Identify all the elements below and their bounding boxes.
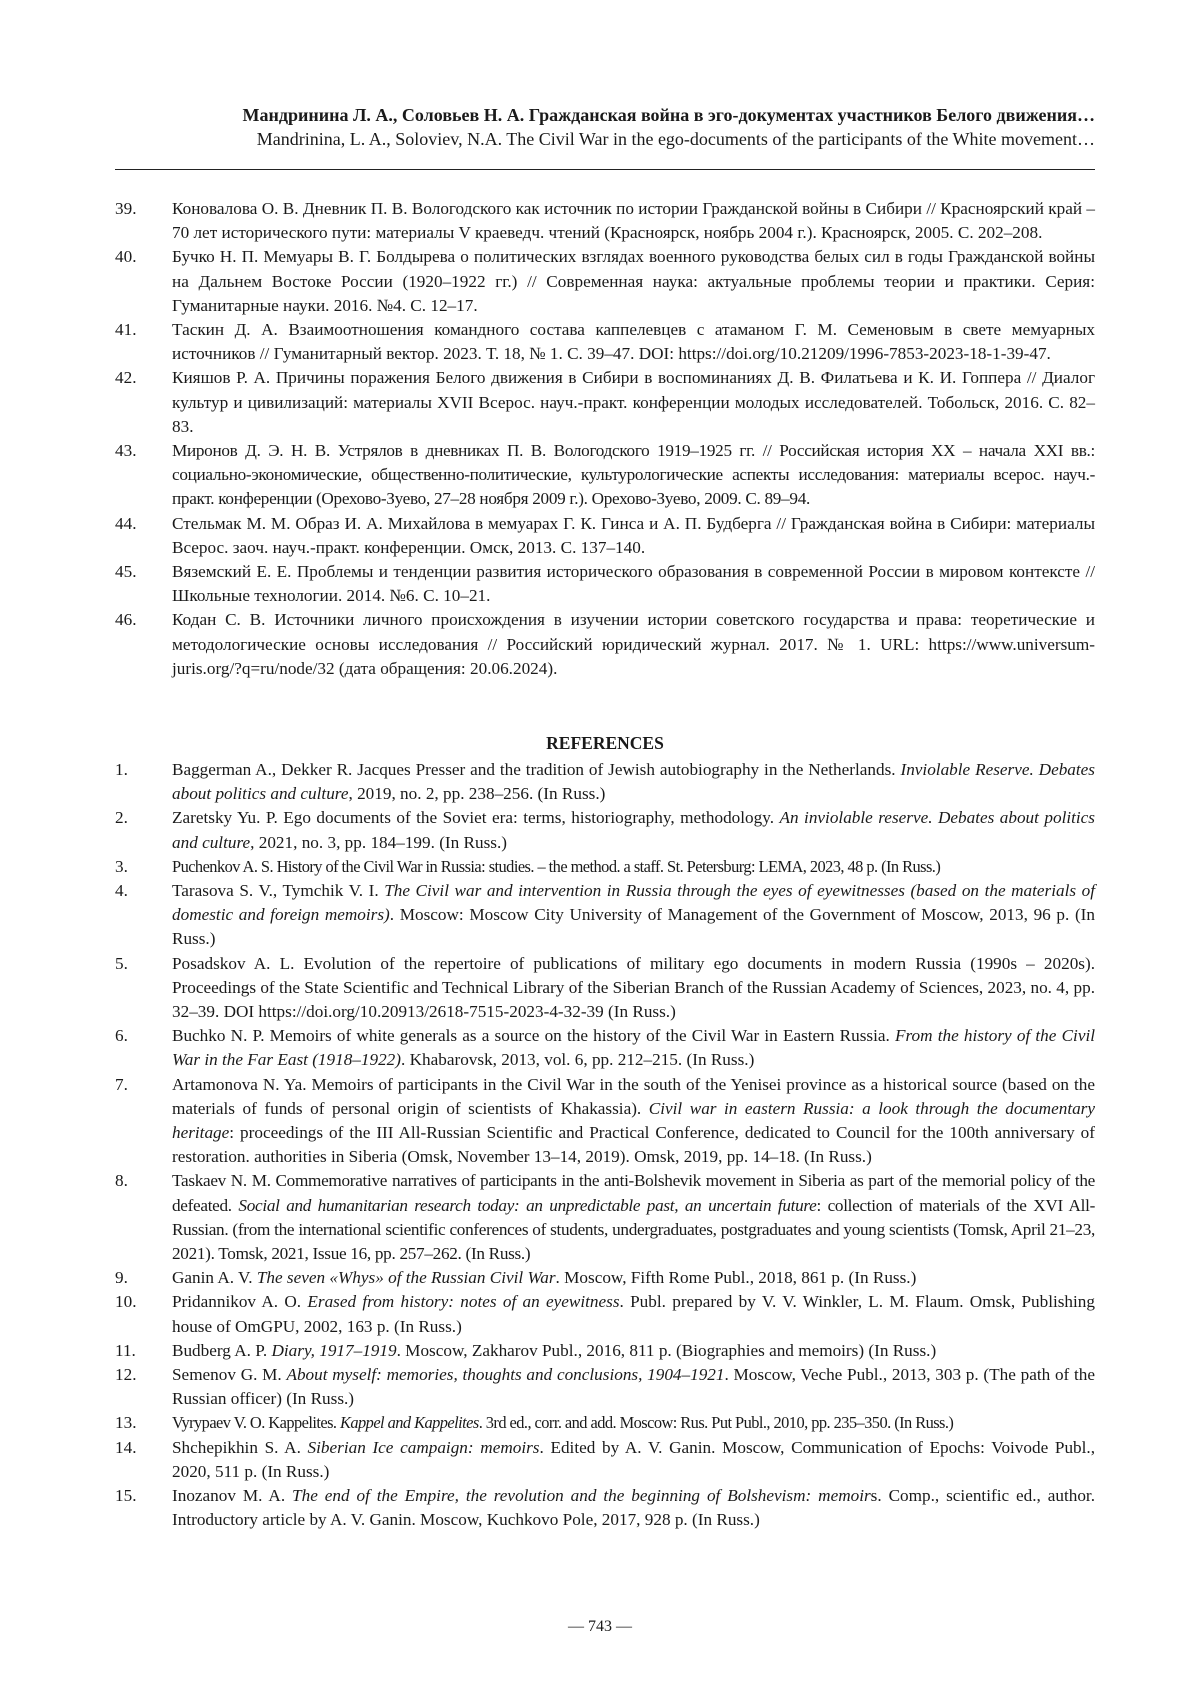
reference-plain: Pridannikov A. O. <box>172 1292 307 1311</box>
reference-plain: Shchepikhin S. A. <box>172 1438 308 1457</box>
reference-item <box>115 1339 1095 1363</box>
reference-plain: Buchko N. P. Memoirs of white generals as a source on the history of the Civil War in Eastern Russia. <box>172 1026 895 1045</box>
reference-item <box>115 512 1095 560</box>
reference-text <box>172 855 1095 879</box>
running-head <box>115 103 1095 151</box>
reference-text <box>172 1290 1095 1338</box>
reference-text: Миронов Д. Э. Н. В. Устрялов в дневниках П. В. Вологодского 1919–1925 гг. // Российская история ХХ – начала XXI вв.: социально-экономические, общественно-политические, культурологические аспекты исследования: материалы всерос. науч.-практ. конференции (Орехово-Зуево, 27–28 ноября 2009 г.). Орехово-Зуево, 2009. С. 89–94. <box>172 439 1095 512</box>
reference-item <box>115 560 1095 608</box>
reference-plain-tail: , 2019, no. 2, pp. 238–256. (In Russ.) <box>348 784 605 803</box>
reference-item <box>115 318 1095 366</box>
reference-plain-tail: . Moscow, Fifth Rome Publ., 2018, 861 p. (In Russ.) <box>556 1268 917 1287</box>
reference-plain: Semenov G. M. <box>172 1365 286 1384</box>
reference-number: 41. <box>115 318 172 342</box>
reference-text: Кодан С. В. Источники личного происхождения в изучении истории советского государства и права: теоретические и методологические основы исследования // Российский юридический журнал. 2017. № 1. URL: https://www.universum-juris.org/?q=ru/node/32 (дата обращения: 20.06.2024). <box>172 608 1095 681</box>
reference-text <box>172 1363 1095 1411</box>
reference-italic: The Civil war and intervention in Russia through the eyes of eyewitnesses (based on the materials of domestic and foreign memoirs) <box>172 881 1095 924</box>
reference-italic: The seven «Whys» of the Russian Civil War <box>257 1268 556 1287</box>
reference-text <box>172 806 1095 854</box>
reference-text <box>172 879 1095 952</box>
reference-item <box>115 1024 1095 1072</box>
reference-number: 6. <box>115 1024 172 1048</box>
reference-italic: About myself: memories, thoughts and conclusions, 1904–1921 <box>286 1365 724 1384</box>
reference-plain-tail: s. Comp., scientific ed., author. Introductory article by A. V. Ganin. Moscow, Kuchkovo Pole, 2017, 928 p. (In Russ.) <box>172 1486 1095 1529</box>
reference-plain: Artamonova N. Ya. Memoirs of participants in the Civil War in the south of the Yenisei province as a historical source (based on the materials of funds of personal origin of scientists of Khakassia). <box>172 1075 1095 1118</box>
reference-text <box>172 1266 1095 1290</box>
reference-plain-tail: , 2021, no. 3, pp. 184–199. (In Russ.) <box>250 833 507 852</box>
reference-number: 14. <box>115 1436 172 1460</box>
reference-text <box>172 1411 1095 1435</box>
reference-text: Таскин Д. А. Взаимоотношения командного состава каппелевцев с атаманом Г. М. Семеновым в свете мемуарных источников // Гуманитарный вектор. 2023. Т. 18, № 1. С. 39–47. DOI: https://doi.org/10.21209/1996-7853-2023-18-1-39-47. <box>172 318 1095 366</box>
reference-text: Коновалова О. В. Дневник П. В. Вологодского как источник по истории Гражданской войны в Сибири // Красноярский край – 70 лет исторического пути: материалы V краеведч. чтений (Красноярск, ноябрь 2004 г.). Красноярск, 2005. С. 202–208. <box>172 197 1095 245</box>
reference-number: 7. <box>115 1073 172 1097</box>
reference-plain: Puchenkov A. S. History of the Civil War in Russia: studies. – the method. a staff. St. Petersburg: LEMA, 2023, 48 p. (In Russ.) <box>172 857 940 876</box>
references-heading: REFERENCES <box>115 731 1095 755</box>
reference-text <box>172 952 1095 1025</box>
reference-plain-tail: . Moscow, Zakharov Publ., 2016, 811 p. (Biographies and memoirs) (In Russ.) <box>397 1341 937 1360</box>
reference-text: Кияшов Р. А. Причины поражения Белого движения в Сибири в воспоминаниях Д. В. Филатьева и К. И. Гоппера // Диалог культур и цивилизаций: материалы XVII Всерос. науч.-практ. конференции молодых исследователей. Тобольск, 2016. С. 82–83. <box>172 366 1095 439</box>
reference-italic: Civil war in eastern Russia: a look through the documentary heritage <box>172 1099 1095 1142</box>
reference-text <box>172 1339 1095 1363</box>
reference-plain-tail: . Publ. prepared by V. V. Winkler, L. M. Flaum. Omsk, Publishing house of OmGPU, 2002, 163 p. (In Russ.) <box>172 1292 1095 1335</box>
reference-number: 43. <box>115 439 172 463</box>
reference-text: Стельмак М. М. Образ И. А. Михайлова в мемуарах Г. К. Гинса и А. П. Будберга // Гражданская война в Сибири: материалы Всерос. заоч. науч.-практ. конференции. Омск, 2013. С. 137–140. <box>172 512 1095 560</box>
reference-item <box>115 245 1095 318</box>
reference-number: 2. <box>115 806 172 830</box>
reference-text: Бучко Н. П. Мемуары В. Г. Болдырева о политических взглядах военного руководства белых сил в годы Гражданской войны на Дальнем Востоке России (1920–1922 гг.) // Современная наука: актуальные проблемы теории и практики. Серия: Гуманитарные науки. 2016. №4. С. 12–17. <box>172 245 1095 318</box>
reference-plain: Tarasova S. V., Tymchik V. I. <box>172 881 384 900</box>
reference-item <box>115 1363 1095 1411</box>
reference-plain: Posadskov A. L. Evolution of the repertoire of publications of military ego documents in modern Russia (1990s – 2020s). Proceedings of the State Scientific and Technical Library of the Siberian Branch of the Russian Academy of Sciences, 2023, no. 4, pp. 32–39. DOI https://doi.org/10.20913/2618-7515-2023-4-32-39 (In Russ.) <box>172 954 1095 1021</box>
references-en-list <box>115 758 1095 1533</box>
reference-italic: From the history of the Civil War in the Far East (1918–1922) <box>172 1026 1095 1069</box>
reference-italic: The end of the Empire, the revolution and the beginning of Bolshevism: memoir <box>292 1486 871 1505</box>
reference-item <box>115 1266 1095 1290</box>
reference-item <box>115 366 1095 439</box>
reference-item <box>115 608 1095 681</box>
reference-plain-tail: . Khabarovsk, 2013, vol. 6, pp. 212–215. (In Russ.) <box>401 1050 754 1069</box>
reference-item <box>115 1411 1095 1435</box>
reference-italic: Inviolable Reserve. Debates about politics and culture <box>172 760 1095 803</box>
reference-number: 15. <box>115 1484 172 1508</box>
reference-number: 9. <box>115 1266 172 1290</box>
reference-number: 1. <box>115 758 172 782</box>
header-rule <box>115 169 1095 170</box>
reference-italic: Diary, 1917–1919 <box>271 1341 396 1360</box>
reference-item <box>115 879 1095 952</box>
reference-number: 8. <box>115 1169 172 1193</box>
reference-item <box>115 758 1095 806</box>
reference-plain: Taskaev N. M. Commemorative narratives of participants in the anti-Bolshevik movement in Siberia as part of the memorial policy of the defeated. <box>172 1171 1095 1214</box>
reference-number: 46. <box>115 608 172 632</box>
reference-item <box>115 439 1095 512</box>
reference-italic: Siberian Ice campaign: memoirs <box>308 1438 540 1457</box>
reference-plain: Ganin A. V. <box>172 1268 257 1287</box>
reference-item <box>115 1436 1095 1484</box>
reference-item <box>115 1073 1095 1170</box>
reference-number: 5. <box>115 952 172 976</box>
reference-item <box>115 806 1095 854</box>
reference-item <box>115 1290 1095 1338</box>
journal-page <box>0 0 1200 1697</box>
page-number: — 743 — <box>0 1616 1200 1638</box>
reference-text <box>172 1024 1095 1072</box>
reference-number: 3. <box>115 855 172 879</box>
reference-number: 44. <box>115 512 172 536</box>
reference-number: 40. <box>115 245 172 269</box>
reference-italic: An inviolable reserve. Debates about politics and culture <box>172 808 1095 851</box>
reference-item <box>115 1484 1095 1532</box>
reference-number: 45. <box>115 560 172 584</box>
reference-text <box>172 758 1095 806</box>
reference-text <box>172 1436 1095 1484</box>
reference-number: 13. <box>115 1411 172 1435</box>
reference-text <box>172 1073 1095 1170</box>
running-head-en: Mandrinina, L. A., Soloviev, N.A. The Civil War in the ego-documents of the participants of the White movement… <box>115 127 1095 151</box>
reference-plain: Inozanov M. A. <box>172 1486 292 1505</box>
references-ru-list <box>115 197 1095 681</box>
reference-plain: Baggerman A., Dekker R. Jacques Presser and the tradition of Jewish autobiography in the Netherlands. <box>172 760 900 779</box>
reference-plain: Zaretsky Yu. P. Ego documents of the Soviet era: terms, historiography, methodology. <box>172 808 779 827</box>
reference-text <box>172 1484 1095 1532</box>
reference-plain-tail: : proceedings of the III All-Russian Scientific and Practical Conference, dedicated to Council for the 100th anniversary of restoration. authorities in Siberia (Omsk, November 13–14, 2019). Omsk, 2019, pp. 14–18. (In Russ.) <box>172 1123 1095 1166</box>
reference-number: 4. <box>115 879 172 903</box>
reference-item <box>115 1169 1095 1266</box>
reference-number: 42. <box>115 366 172 390</box>
reference-plain-tail: . Moscow, Veche Publ., 2013, 303 p. (The path of the Russian officer) (In Russ.) <box>172 1365 1095 1408</box>
reference-plain-tail: . 3rd ed., corr. and add. Moscow: Rus. Put Publ., 2010, pp. 235–350. (In Russ.) <box>479 1413 954 1432</box>
reference-text: Вяземский Е. Е. Проблемы и тенденции развития исторического образования в современной России в мировом контексте // Школьные технологии. 2014. №6. С. 10–21. <box>172 560 1095 608</box>
reference-plain-tail: . Edited by A. V. Ganin. Moscow, Communication of Epochs: Voivode Publ., 2020, 511 p. (In Russ.) <box>172 1438 1095 1481</box>
reference-number: 12. <box>115 1363 172 1387</box>
reference-item <box>115 855 1095 879</box>
reference-italic: Erased from history: notes of an eyewitness <box>307 1292 619 1311</box>
reference-plain-tail: : collection of materials of the XVI All-Russian. (from the international scientific conferences of students, undergraduates, postgraduates and young scientists (Tomsk, April 21–23, 2021). Tomsk, 2021, Issue 16, pp. 257–262. (In Russ.) <box>172 1196 1095 1263</box>
reference-italic: Social and humanitarian research today: an unpredictable past, an uncertain future <box>238 1196 816 1215</box>
reference-plain: Vyrypaev V. O. Kappelites. <box>172 1413 340 1432</box>
reference-plain: Budberg A. P. <box>172 1341 271 1360</box>
reference-plain-tail: . Moscow: Moscow City University of Management of the Government of Moscow, 2013, 96 p. (In Russ.) <box>172 905 1095 948</box>
reference-item <box>115 952 1095 1025</box>
reference-number: 11. <box>115 1339 172 1363</box>
reference-number: 39. <box>115 197 172 221</box>
reference-italic: Kappel and Kappelites <box>340 1413 479 1432</box>
reference-text <box>172 1169 1095 1266</box>
running-head-ru: Мандринина Л. А., Соловьев Н. А. Гражданская война в эго-документах участников Белого движения… <box>115 103 1095 127</box>
reference-item <box>115 197 1095 245</box>
reference-number: 10. <box>115 1290 172 1314</box>
